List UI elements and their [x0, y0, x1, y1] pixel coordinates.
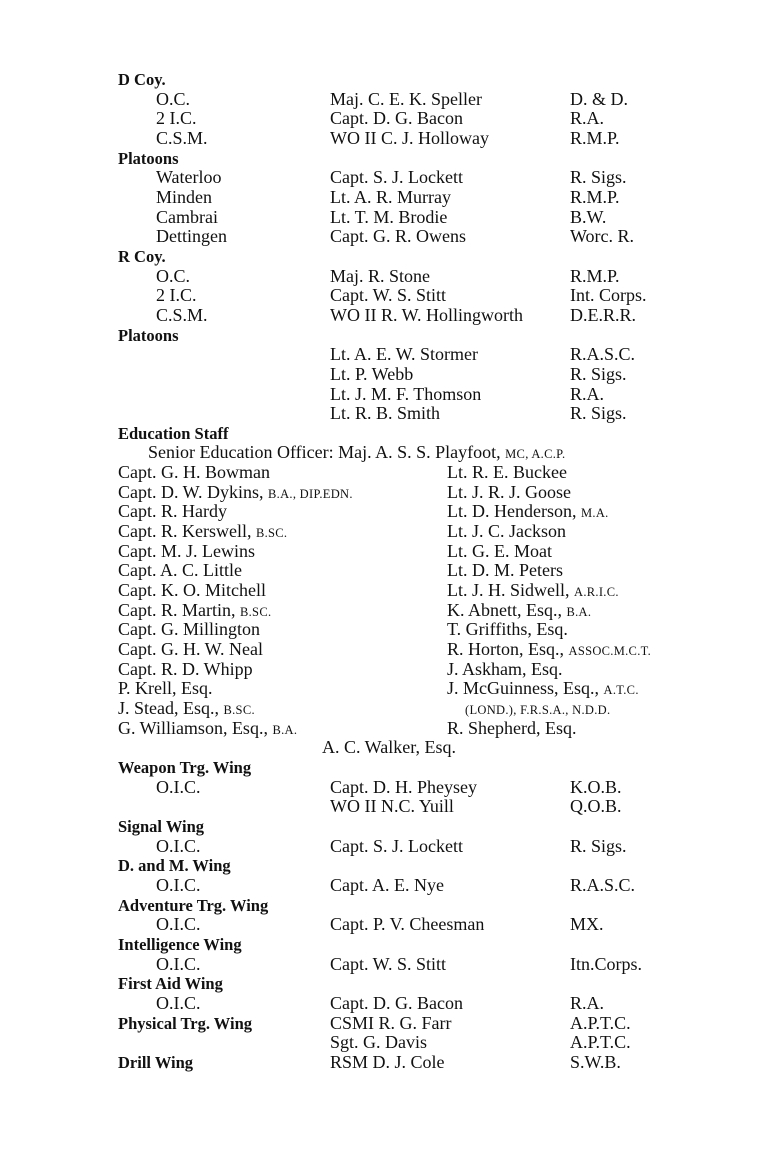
staff-left-text: J. Stead, Esq., — [118, 698, 224, 718]
officer-name: Lt. A. R. Murray — [330, 186, 451, 207]
officer-name: Lt. R. B. Smith — [330, 403, 441, 424]
unit: R.A.S.C. — [570, 344, 636, 365]
education-staff-row — [0, 640, 780, 660]
staff-left-text: Capt. D. W. Dykins, — [118, 481, 269, 502]
education-staff-row — [0, 463, 780, 483]
staff-entry — [0, 994, 780, 1014]
staff-entry — [0, 797, 780, 817]
officer-name: Capt. S. J. Lockett — [330, 835, 463, 856]
staff-right-text: Lt. G. E. Moat — [447, 540, 552, 561]
section-heading-text: Weapon Trg. Wing — [118, 757, 252, 777]
education-staff-row — [0, 620, 780, 640]
staff-entry — [0, 109, 780, 129]
unit: R.M.P. — [570, 186, 620, 207]
staff-entry — [0, 837, 780, 857]
education-staff-row — [0, 483, 780, 503]
staff-right-text: T. Griffiths, Esq. — [447, 619, 568, 640]
officer-name: Capt. A. E. Nye — [330, 874, 444, 895]
staff-right-text: R. Shepherd, Esq. — [447, 717, 577, 738]
staff-left-text: Capt. R. D. Whipp — [118, 658, 253, 679]
appointment: C.S.M. — [156, 304, 208, 325]
staff-right-text: Lt. J. R. J. Goose — [447, 481, 572, 502]
unit: Q.O.B. — [570, 796, 622, 817]
senior-officer-qualifications: MC, A.C.P. — [505, 447, 566, 462]
section-heading-text: R Coy. — [118, 246, 166, 266]
staff-entry — [0, 168, 780, 188]
unit: R.M.P. — [570, 265, 620, 286]
staff-left — [118, 719, 297, 741]
appointment: O.I.C. — [156, 992, 201, 1013]
officer-name: WO II R. W. Hollingworth — [330, 304, 523, 325]
staff-left-text: P. Krell, Esq. — [118, 678, 213, 699]
staff-right-text: J. McGuinness, Esq., — [447, 678, 604, 699]
staff-entry — [0, 267, 780, 287]
section-heading-text: Intelligence Wing — [118, 934, 242, 954]
staff-right-qualifications: B.A. — [566, 604, 592, 619]
staff-entry — [0, 365, 780, 385]
staff-right-text: Lt. D. M. Peters — [447, 560, 563, 581]
officer-name: Capt. P. V. Cheesman — [330, 914, 485, 935]
staff-right-text: R. Horton, Esq., — [447, 639, 569, 660]
appointment: Minden — [156, 186, 212, 207]
appointment: O.I.C. — [156, 835, 201, 856]
appointment: 2 I.C. — [156, 285, 197, 306]
staff-left-text: Capt. G. H. W. Neal — [118, 639, 263, 660]
staff-right-qualifications: A.T.C. — [603, 683, 639, 698]
officer-name: Capt. G. R. Owens — [330, 226, 466, 247]
senior-officer-text: Senior Education Officer: Maj. A. S. S. Playfoot, — [148, 442, 506, 463]
staff-right-text: Lt. J. H. Sidwell, — [447, 580, 575, 601]
staff-left-text: G. Williamson, Esq., — [118, 717, 273, 738]
staff-left-text: Capt. G. Millington — [118, 619, 261, 640]
appointment: O.I.C. — [156, 914, 201, 935]
officer-name: Capt. W. S. Stitt — [330, 285, 447, 306]
staff-entry — [0, 1053, 780, 1073]
education-staff-row — [0, 601, 780, 621]
unit: D.E.R.R. — [570, 304, 637, 325]
staff-left-text: Capt. R. Hardy — [118, 501, 227, 522]
unit: K.O.B. — [570, 776, 622, 797]
officer-name: Lt. J. M. F. Thomson — [330, 383, 482, 404]
staff-entry — [0, 1014, 780, 1034]
staff-entry — [0, 227, 780, 247]
section-heading-text: Physical Trg. Wing — [118, 1013, 253, 1033]
staff-entry — [0, 208, 780, 228]
officer-name: Capt. S. J. Lockett — [330, 167, 463, 188]
officer-name: CSMI R. G. Farr — [330, 1012, 452, 1033]
section-heading-text: D Coy. — [118, 70, 166, 89]
staff-entry — [0, 404, 780, 424]
unit: Int. Corps. — [570, 285, 647, 306]
staff-left-qualifications: B.SC. — [223, 703, 255, 717]
staff-left-text: Capt. R. Kerswell, — [118, 521, 256, 542]
education-staff-row — [0, 581, 780, 601]
appointment: O.I.C. — [156, 953, 201, 974]
appointment: O.I.C. — [156, 776, 201, 797]
staff-right — [447, 719, 577, 741]
section-heading-text: First Aid Wing — [118, 974, 223, 994]
staff-list-page — [0, 70, 780, 1072]
staff-left-qualifications: B.SC. — [255, 526, 288, 541]
unit: A.P.T.C. — [570, 1032, 631, 1053]
staff-left-text: Capt. M. J. Lewins — [118, 540, 255, 561]
staff-entry — [0, 188, 780, 208]
staff-right-qualifications: A.R.I.C. — [574, 585, 619, 600]
unit: R.A. — [570, 383, 605, 404]
section-heading — [0, 424, 780, 444]
staff-entry — [0, 345, 780, 365]
appointment: Cambrai — [156, 206, 218, 227]
section-heading — [0, 935, 780, 955]
staff-entry — [0, 1033, 780, 1053]
section-heading-text: Platoons — [118, 325, 179, 345]
officer-name: Maj. C. E. K. Speller — [330, 88, 482, 109]
staff-right-qualifications: ASSOC.M.C.T. — [568, 644, 652, 659]
staff-entry — [0, 778, 780, 798]
officer-name: WO II N.C. Yuill — [330, 796, 454, 817]
staff-entry — [0, 129, 780, 149]
staff-right-qualifications: (LOND.), F.R.S.A., N.D.D. — [465, 703, 611, 717]
section-heading-text: Drill Wing — [118, 1052, 194, 1072]
staff-entry — [0, 915, 780, 935]
section-heading — [0, 70, 780, 90]
senior-education-officer — [0, 443, 780, 463]
section-heading — [0, 974, 780, 994]
staff-right-text: J. Askham, Esq. — [447, 658, 563, 679]
education-staff-row — [0, 719, 780, 739]
staff-left-qualifications: B.A., DIP.EDN. — [268, 486, 353, 501]
staff-entry — [0, 955, 780, 975]
unit: R. Sigs. — [570, 403, 627, 424]
officer-name: Maj. R. Stone — [330, 265, 431, 286]
officer-name: Capt. D. G. Bacon — [330, 992, 463, 1013]
education-staff-row — [0, 699, 780, 719]
officer-name: RSM D. J. Cole — [330, 1051, 445, 1072]
officer-name: Lt. P. Webb — [330, 363, 414, 384]
section-heading-text: Platoons — [118, 148, 179, 168]
officer-name: Capt. W. S. Stitt — [330, 953, 447, 974]
section-heading — [0, 758, 780, 778]
appointment: 2 I.C. — [156, 108, 197, 129]
officer-name: Sgt. G. Davis — [330, 1032, 428, 1053]
section-heading — [0, 817, 780, 837]
unit: S.W.B. — [570, 1051, 621, 1072]
section-heading-text: Adventure Trg. Wing — [118, 895, 269, 915]
unit: R.A. — [570, 108, 605, 129]
staff-left-text: Capt. K. O. Mitchell — [118, 580, 266, 601]
staff-entry — [0, 876, 780, 896]
section-heading-text: Signal Wing — [118, 816, 205, 836]
section-heading — [0, 149, 780, 169]
education-staff-row — [0, 660, 780, 680]
unit: R.A.S.C. — [570, 874, 636, 895]
unit: Itn.Corps. — [570, 953, 642, 974]
staff-entry — [0, 306, 780, 326]
staff-left-text: Capt. G. H. Bowman — [118, 462, 270, 483]
officer-name: Lt. T. M. Brodie — [330, 206, 448, 227]
staff-right — [447, 679, 639, 701]
appointment: Waterloo — [156, 167, 222, 188]
appointment: Dettingen — [156, 226, 227, 247]
staff-left-qualifications: B.SC. — [240, 604, 272, 619]
section-heading — [0, 896, 780, 916]
staff-left-qualifications: B.A. — [272, 722, 298, 737]
section-heading — [0, 326, 780, 346]
officer-name: Capt. D. H. Pheysey — [330, 776, 477, 797]
unit: R. Sigs. — [570, 363, 627, 384]
officer-name: WO II C. J. Holloway — [330, 127, 489, 148]
staff-right-text: K. Abnett, Esq., — [447, 599, 567, 620]
appointment: O.C. — [156, 265, 191, 286]
staff-left-text: Capt. A. C. Little — [118, 560, 242, 581]
staff-right-text: Lt. D. Henderson, — [447, 501, 581, 522]
section-heading-text: D. and M. Wing — [118, 856, 231, 876]
unit: D. & D. — [570, 88, 628, 109]
education-staff-row — [0, 679, 780, 699]
staff-right-text: Lt. J. C. Jackson — [447, 521, 566, 542]
unit: A.P.T.C. — [570, 1012, 631, 1033]
education-staff-row — [0, 738, 780, 758]
education-staff-row — [0, 502, 780, 522]
staff-entry — [0, 385, 780, 405]
section-heading — [0, 247, 780, 267]
staff-entry — [0, 286, 780, 306]
section-heading — [0, 856, 780, 876]
officer-name: Lt. A. E. W. Stormer — [330, 344, 478, 365]
appointment: O.I.C. — [156, 874, 201, 895]
unit: R. Sigs. — [570, 167, 627, 188]
staff-right-qualifications: M.A. — [580, 506, 609, 521]
appointment: C.S.M. — [156, 127, 208, 148]
unit: R. Sigs. — [570, 835, 627, 856]
section-heading-text: Education Staff — [118, 423, 229, 443]
staff-left-text: Capt. R. Martin, — [118, 599, 240, 620]
unit: R.A. — [570, 992, 605, 1013]
staff-right-text: Lt. R. E. Buckee — [447, 462, 567, 483]
unit: Worc. R. — [570, 226, 635, 247]
education-staff-row — [0, 522, 780, 542]
education-staff-row — [0, 561, 780, 581]
unit: R.M.P. — [570, 127, 620, 148]
unit: B.W. — [570, 206, 607, 227]
education-staff-row — [0, 542, 780, 562]
officer-name: Capt. D. G. Bacon — [330, 108, 463, 129]
appointment: O.C. — [156, 88, 191, 109]
staff-center: A. C. Walker, Esq. — [322, 737, 456, 758]
unit: MX. — [570, 914, 604, 935]
staff-entry — [0, 90, 780, 110]
